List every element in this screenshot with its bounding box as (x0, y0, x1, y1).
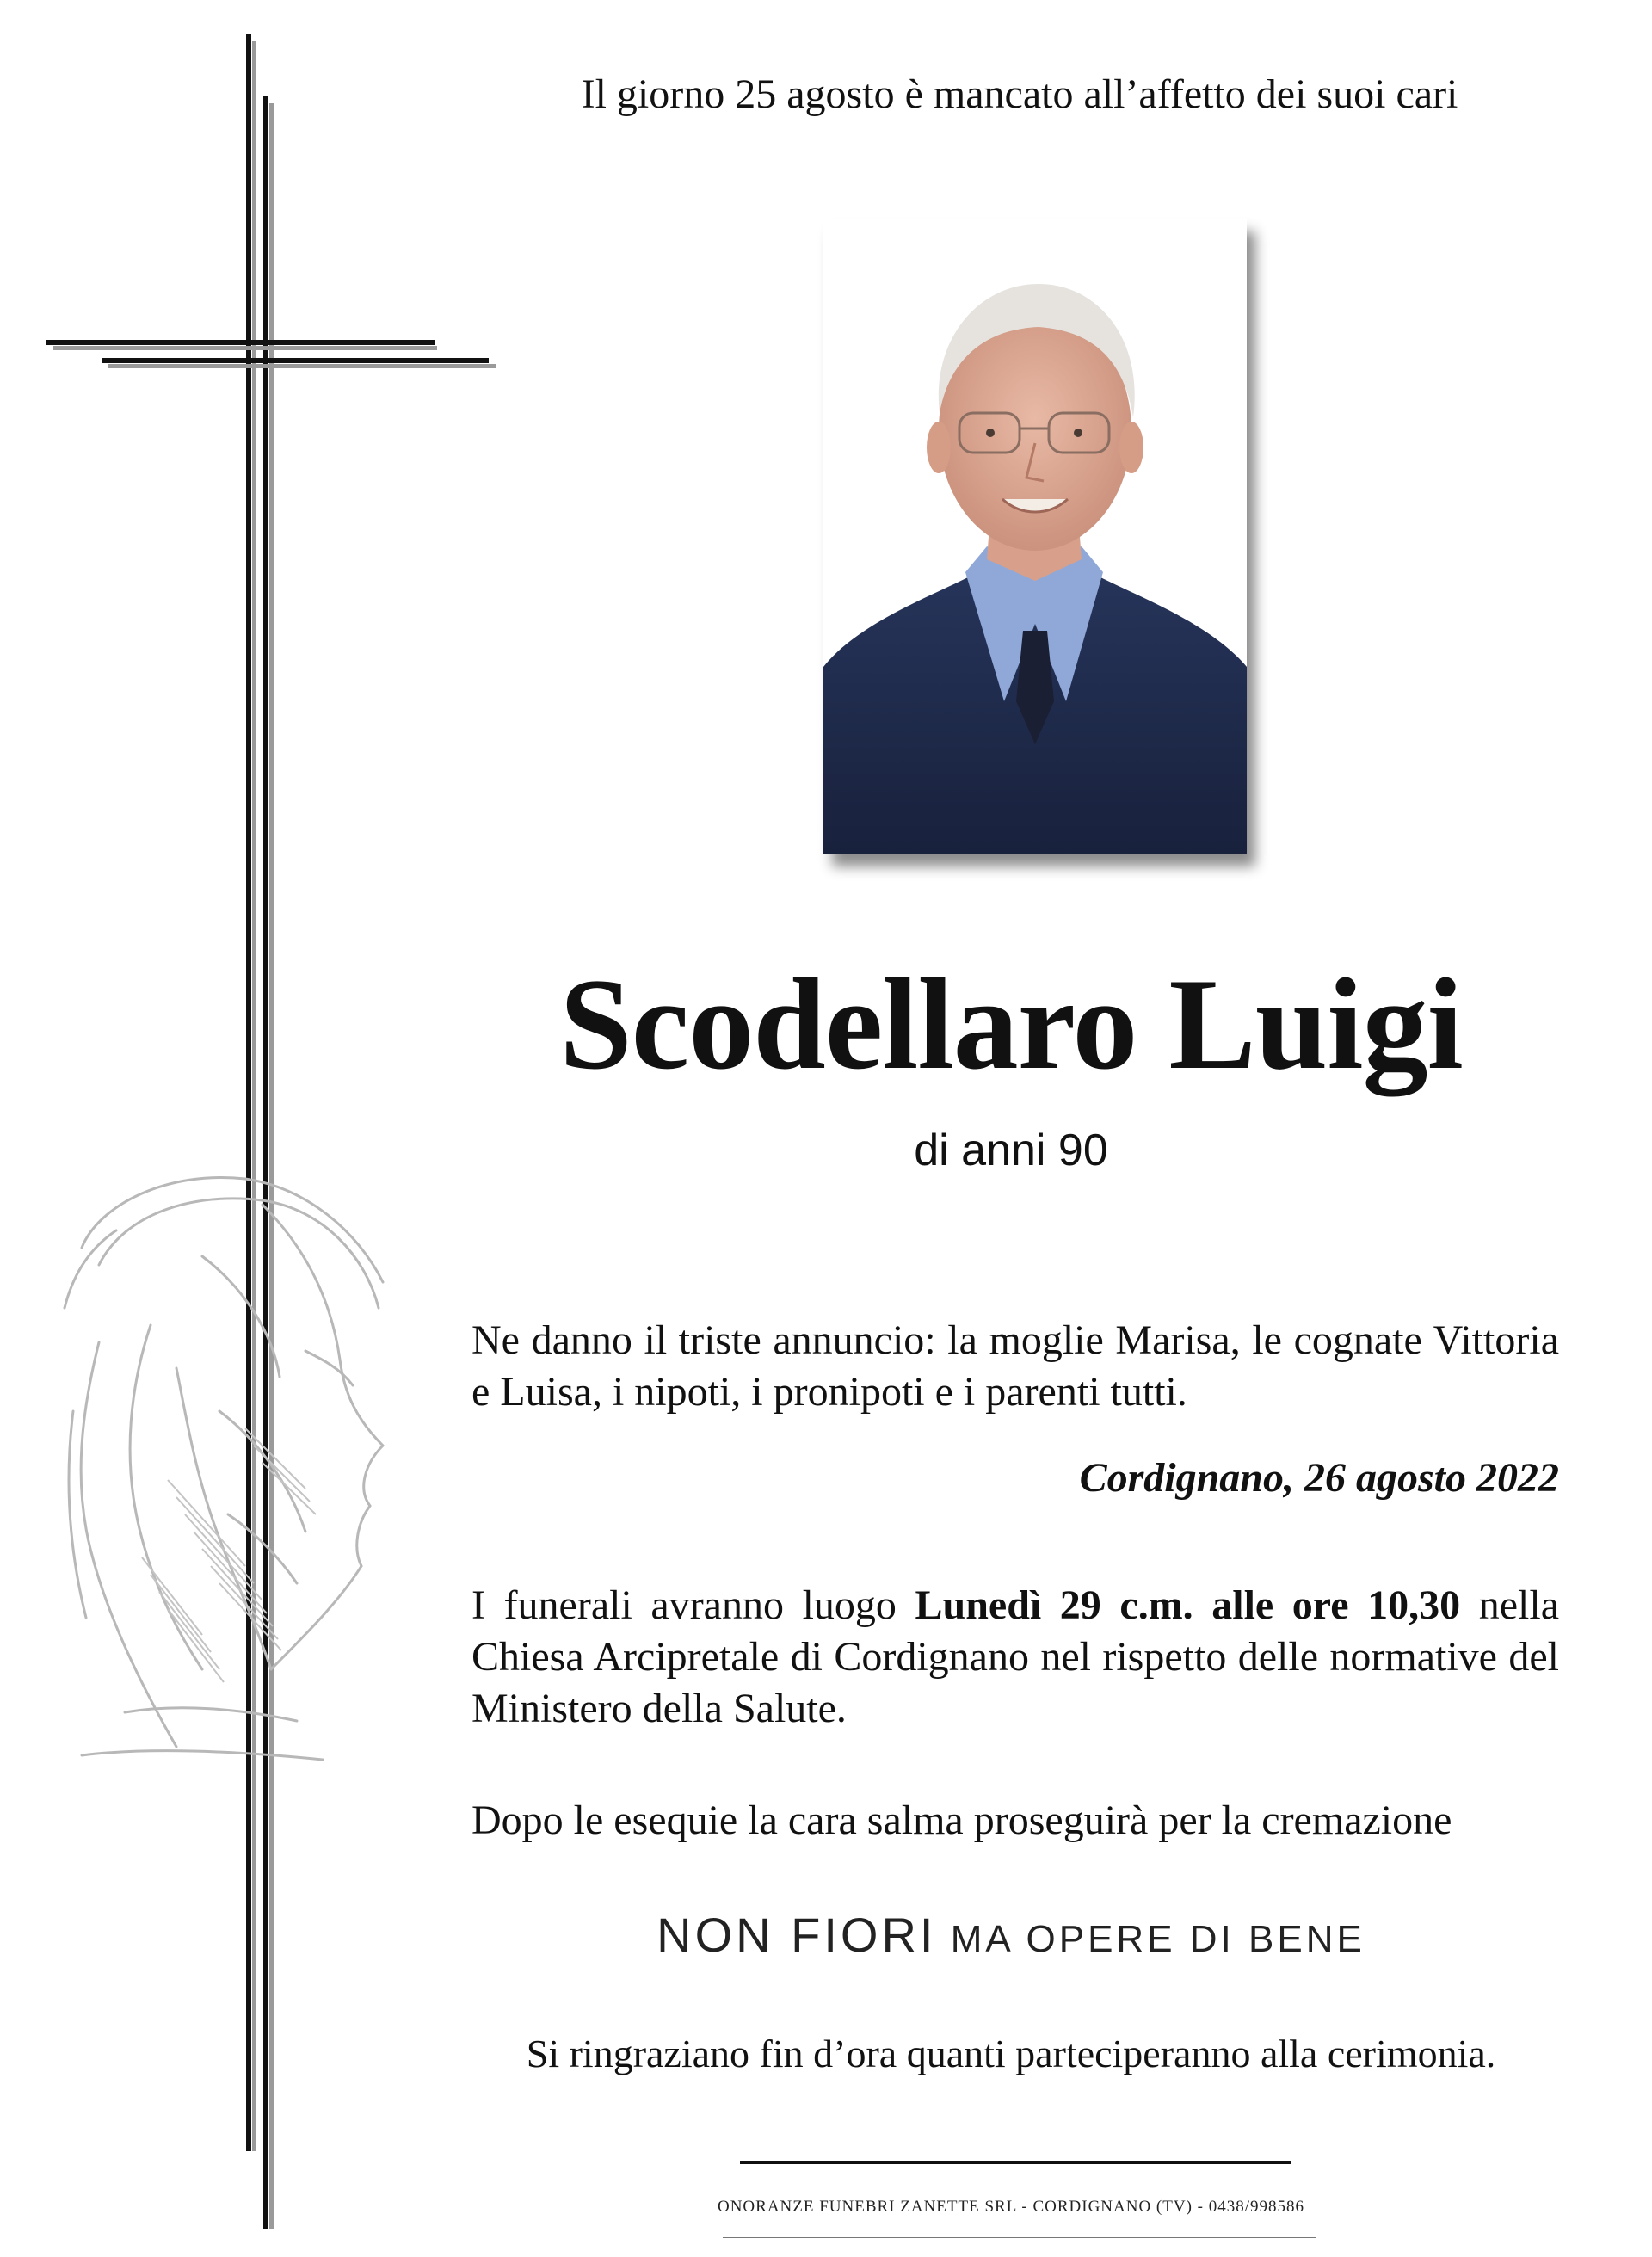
footer-divider (740, 2161, 1291, 2164)
cross-vertical-bar (246, 34, 251, 2151)
funeral-text-prefix: I funerali avranno luogo (472, 1582, 915, 1628)
no-flowers-small: MA OPERE DI BENE (936, 1918, 1365, 1960)
opening-line: Il giorno 25 agosto è mancato all’affetto dei suoi cari (581, 71, 1458, 117)
cross-horizontal-shadow-2 (108, 364, 496, 368)
announcement-paragraph: Ne danno il triste annuncio: la moglie Marisa, le cognate Vittoria e Luisa, i nipoti, i pronipoti e i parenti tutti. (472, 1317, 1559, 1415)
cross-horizontal-shadow (53, 346, 437, 350)
thanks-line: Si ringraziano fin d’ora quanti parteciperanno alla cerimonia. (526, 2032, 1496, 2075)
footer-underline (723, 2237, 1316, 2238)
cremation-line: Dopo le esequie la cara salma proseguirà per la cremazione (472, 1798, 1452, 1843)
funeral-date-time: Lunedì 29 c.m. alle ore 10,30 (915, 1582, 1461, 1628)
christ-sketch-illustration (47, 1153, 417, 1781)
funeral-text-suffix: nella Chiesa Arcipretale di Cordignano nel rispetto delle normative del Ministero della Salute. (472, 1582, 1560, 1731)
place-and-date: Cordignano, 26 agosto 2022 (1079, 1455, 1559, 1501)
no-flowers-line (465, 1905, 1557, 1970)
portrait-photo (823, 219, 1247, 854)
funeral-home-footer: ONORANZE FUNEBRI ZANETTE SRL - CORDIGNANO (TV) - 0438/998586 (717, 2198, 1305, 2216)
no-flowers-large: NON FIORI (656, 1908, 937, 1962)
funeral-paragraph (472, 1580, 1559, 1735)
cross-horizontal-bar (46, 340, 435, 345)
deceased-name: Scodellaro Luigi (559, 952, 1463, 1096)
age-line: di anni 90 (914, 1125, 1108, 1175)
cross-horizontal-bar-2 (102, 358, 489, 363)
